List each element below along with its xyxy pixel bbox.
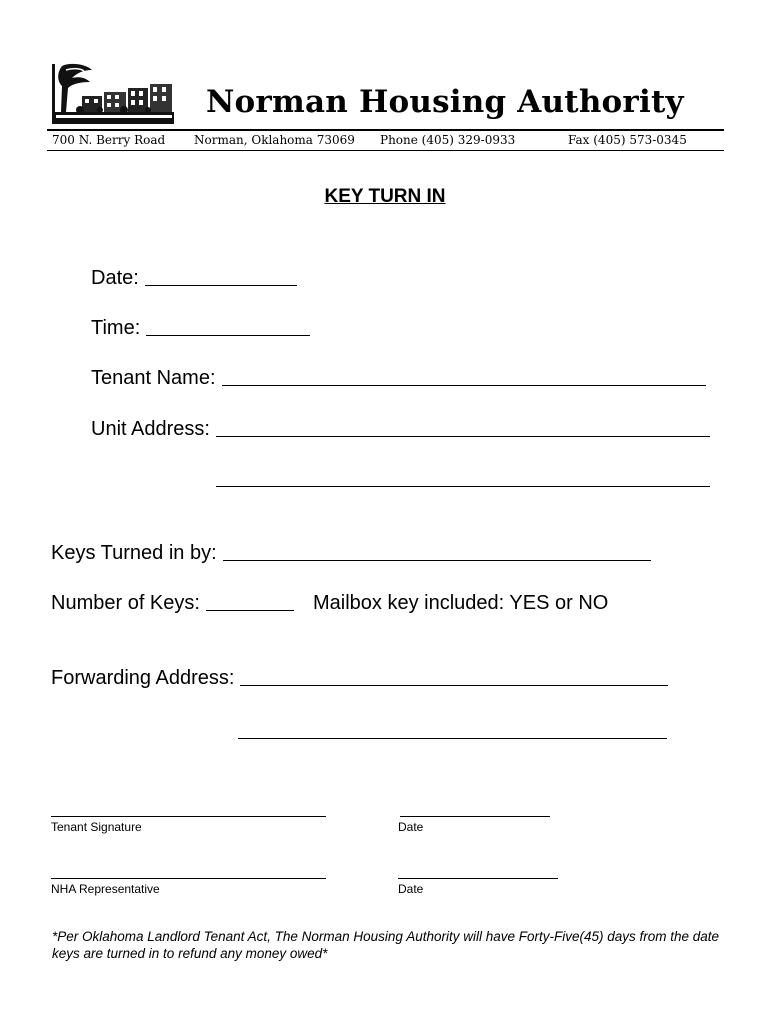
keys-turned-in-by-blank[interactable] [223, 559, 651, 561]
letterhead-divider [47, 129, 724, 131]
street-address: 700 N. Berry Road [52, 133, 166, 147]
tenant-name-label: Tenant Name: [91, 367, 216, 389]
date-field [91, 267, 297, 290]
nha-representative-label: NHA Representative [51, 882, 160, 896]
tenant-date-label: Date [398, 820, 424, 834]
forwarding-address-second-line[interactable] [238, 738, 667, 739]
nha-date-line[interactable] [398, 878, 558, 879]
tenant-signature-line[interactable] [51, 816, 326, 817]
unit-address-field [91, 418, 710, 441]
nha-date-label: Date [398, 882, 424, 896]
nha-logo-image [52, 62, 176, 126]
date-label: Date: [91, 267, 139, 289]
fax-number: Fax (405) 573-0345 [568, 133, 687, 147]
city-address: Norman, Oklahoma 73069 [194, 133, 355, 147]
time-label: Time: [91, 317, 141, 339]
tenant-name-blank[interactable] [222, 384, 706, 386]
forwarding-address-blank[interactable] [240, 684, 668, 686]
number-of-keys-blank[interactable] [206, 609, 294, 611]
mailbox-key-question: Mailbox key included: YES or NO [313, 592, 609, 614]
nha-representative-line[interactable] [51, 878, 326, 879]
unit-address-blank[interactable] [216, 435, 710, 437]
number-of-keys-label: Number of Keys: [51, 592, 200, 614]
form-title: KEY TURN IN [324, 186, 446, 207]
organization-name: Norman Housing Authority [206, 84, 684, 120]
keys-turned-in-by-label: Keys Turned in by: [51, 542, 217, 564]
unit-address-second-line[interactable] [216, 486, 710, 487]
unit-address-label: Unit Address: [91, 418, 210, 440]
time-blank[interactable] [146, 334, 310, 336]
tenant-date-line[interactable] [400, 816, 550, 817]
keys-turned-in-by-field [51, 542, 651, 565]
refund-footnote: *Per Oklahoma Landlord Tenant Act, The Norman Housing Authority will have Forty-Five(45) days from the date keys are turned in to refund any money owed* [52, 929, 720, 961]
address-divider [47, 150, 724, 151]
tenant-name-field [91, 367, 706, 390]
phone-number: Phone (405) 329-0933 [380, 133, 516, 147]
time-field [91, 317, 310, 340]
tenant-signature-label: Tenant Signature [51, 820, 142, 834]
date-blank[interactable] [145, 284, 297, 286]
forwarding-address-label: Forwarding Address: [51, 667, 235, 689]
number-of-keys-field [51, 592, 294, 615]
forwarding-address-field [51, 667, 668, 690]
